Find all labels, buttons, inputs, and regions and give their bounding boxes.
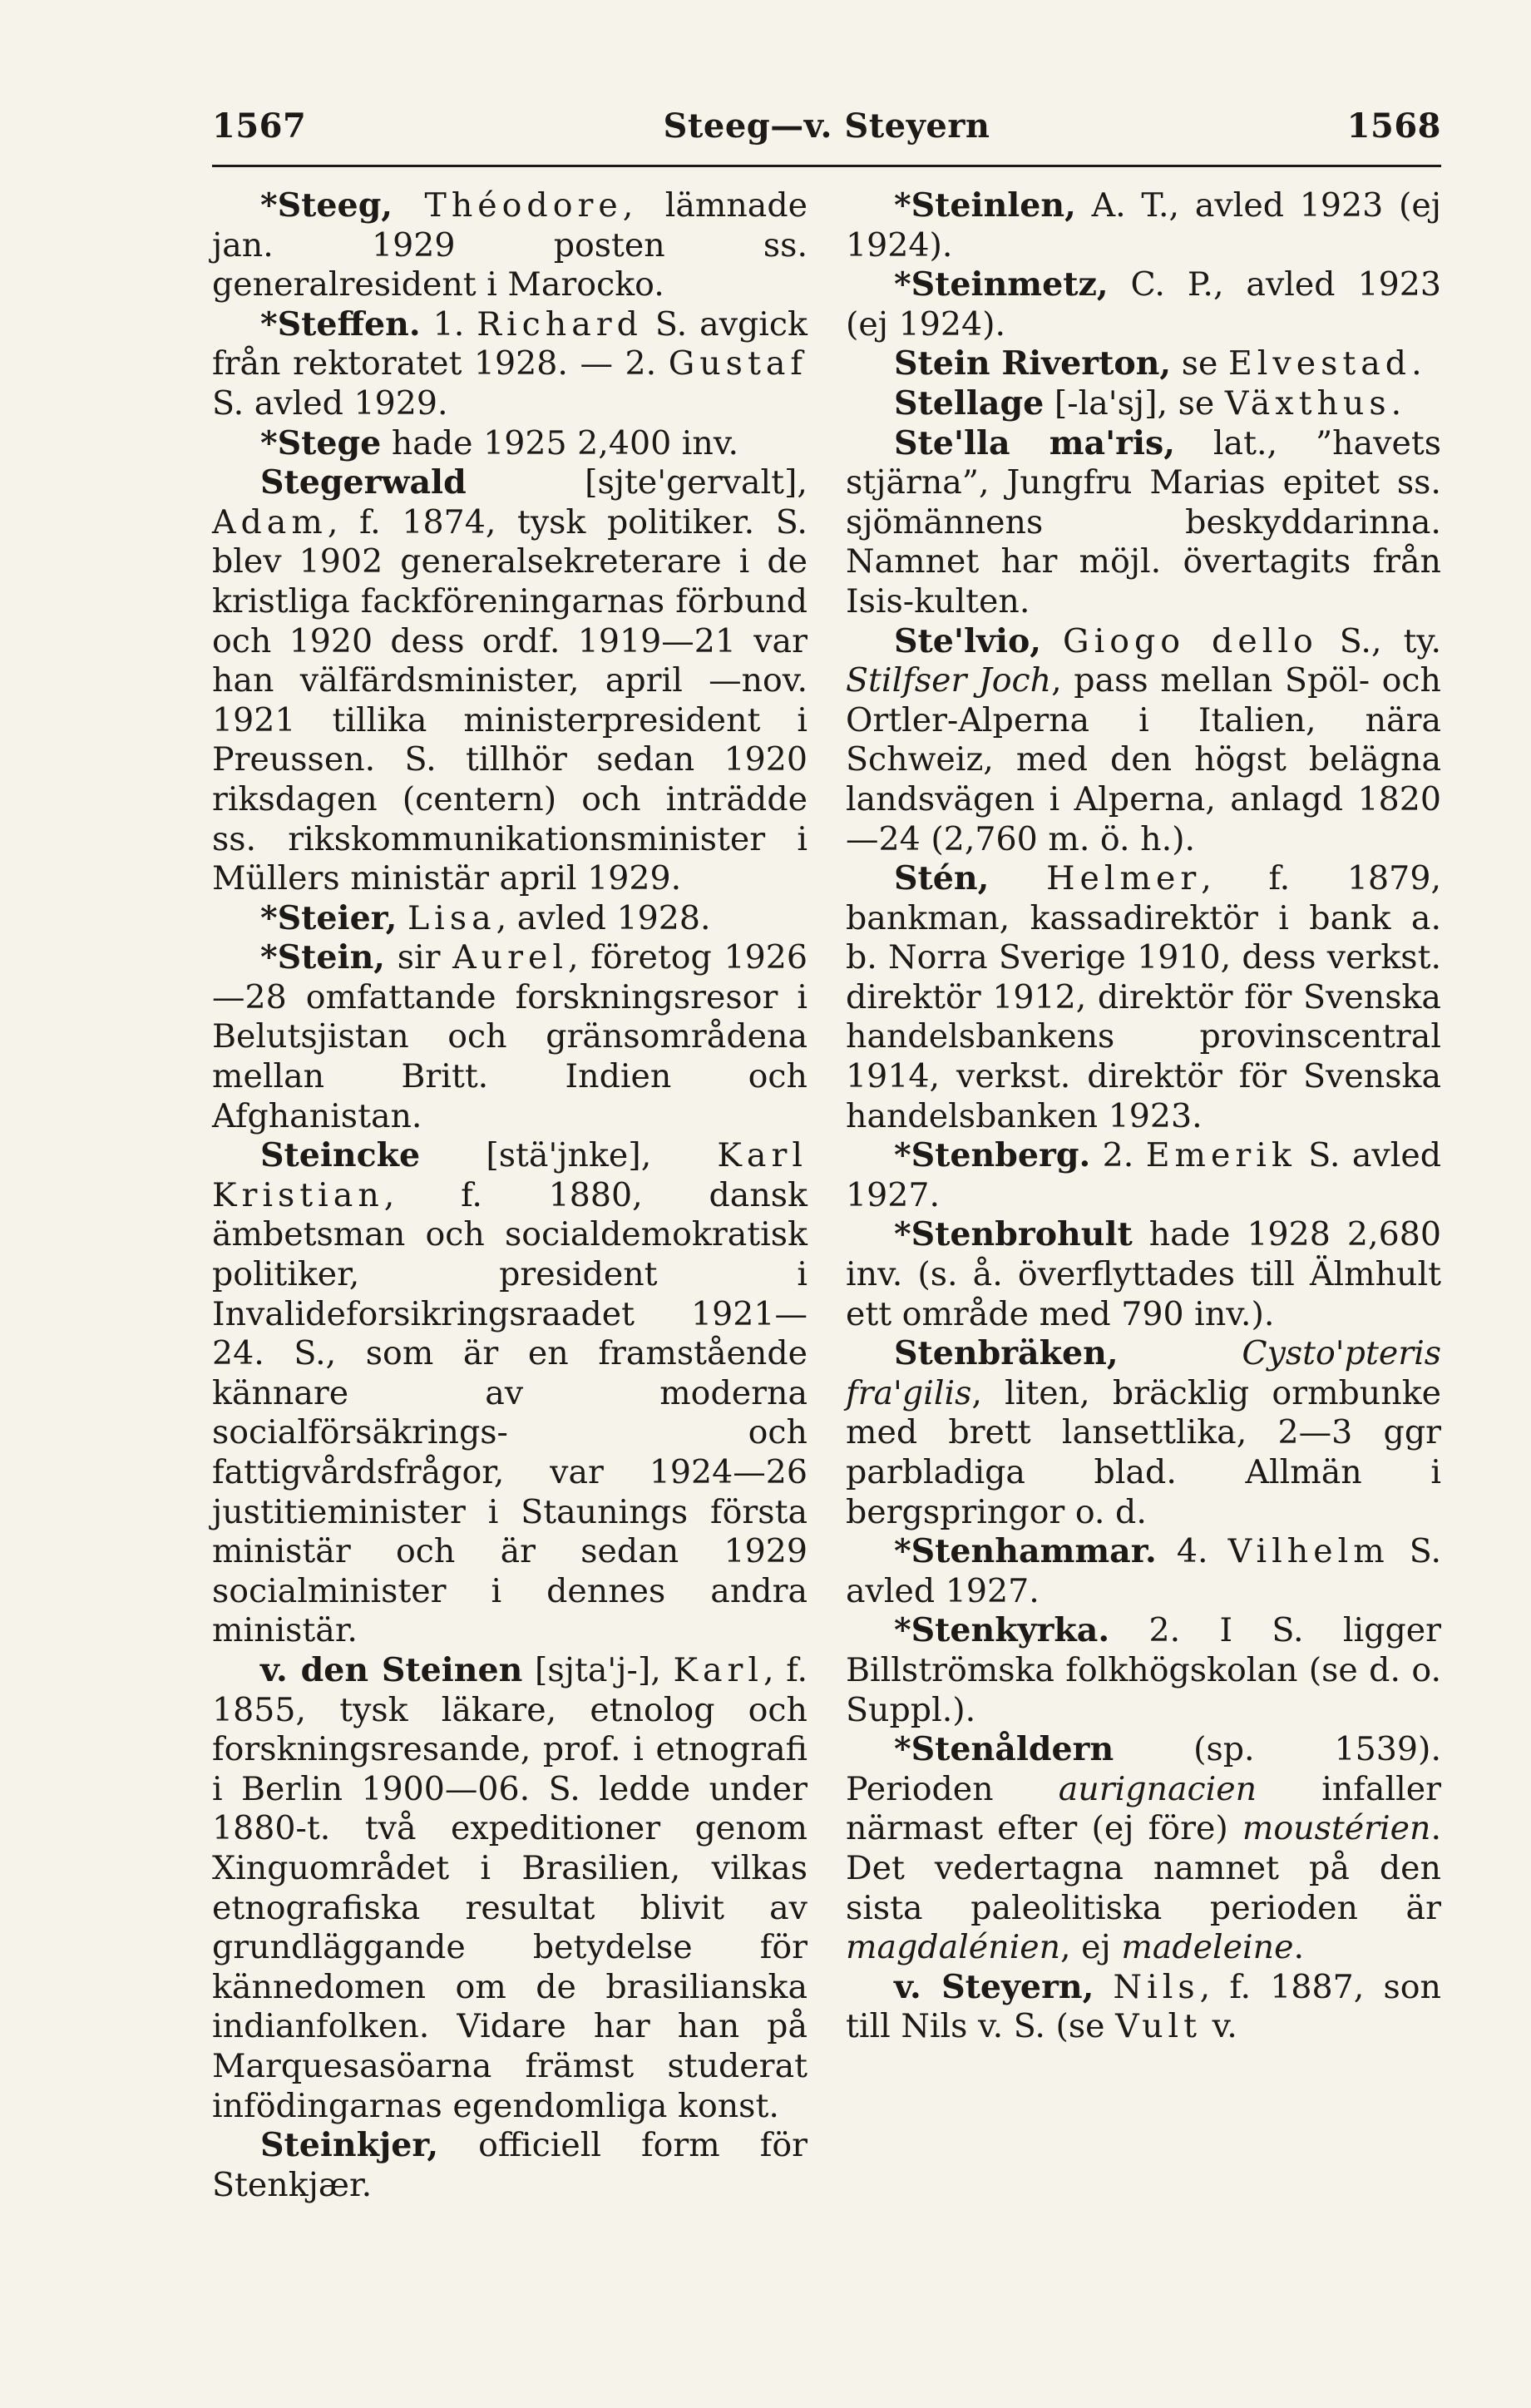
running-title: Steeg—v. Steyern [663, 106, 990, 146]
entry-stenbrohult: *Stenbrohult hade 1928 2,680 inv. (s. å. överflyttades till Älmhult ett område med 790 inv.). [846, 1215, 1441, 1333]
entry-stenberg: *Stenberg. 2. Emerik S. avled 1927. [846, 1136, 1441, 1214]
entry-v-den-steinen: v. den Steinen [sjta'j-], Karl, f. 1855, tysk läkare, etnolog och forskningsresande, prof. i etnografi i Berlin 1900—06. S. ledde under 1880-t. två expeditioner genom Xinguområdet i Brasilien, vilkas etnografiska resultat blivit av grundläggande betydelse för kännedomen om de brasilianska indianfolken. Vidare har han på Marquesasöarna främst studerat infödingarnas egendomliga konst. [212, 1650, 808, 2125]
entry-stellage: Stellage [-la'sj], se Växthus. [894, 383, 1402, 423]
entry-sten: Stén, Helmer, f. 1879, bankman, kassadirektör i bank a. b. Norra Sverige 1910, dess verkst. direktör 1912, direktör för Svenska handelsbankens provinscentral 1914, verkst. direktör för Svenska handelsbanken 1923. [846, 859, 1441, 1135]
entry-stelvio: Ste'lvio, Giogo dello S., ty. Stilfser Joch, pass mellan Spöl- och Ortler-Alperna i Italien, nära Schweiz, med den högst belägna landsvägen i Alperna, anlagd 1820—24 (2,760 m. ö. h.). [846, 621, 1441, 858]
entry-stein: *Stein, sir Aurel, företog 1926—28 omfattande forskningsresor i Belutsjistan och gränsområdena mellan Britt. Indien och Afghanistan. [212, 938, 807, 1135]
entry-steinmetz: *Steinmetz, C. P., avled 1923 (ej 1924). [846, 265, 1441, 344]
entry-steincke: Steincke [stä'jnke], Karl Kristian, f. 1880, dansk ämbetsman och socialdemokratisk politiker, president i Invalideforsikringsraadet 1921—24. S., som är en framstående kännare av moderna socialförsäkrings- och fattigvårdsfrågor, var 1924—26 justitieminister i Staunings första ministär och är sedan 1929 socialminister i dennes andra ministär. [212, 1136, 807, 1650]
page-header [212, 101, 1441, 168]
entry-steinlen: *Steinlen, A. T., avled 1923 (ej 1924). [846, 186, 1441, 265]
entry-stenkyrka: *Stenkyrka. 2. I S. ligger Billströmska folkhögskolan (se d. o. Suppl.). [846, 1611, 1441, 1729]
entry-stege: *Stege hade 1925 2,400 inv. [260, 423, 739, 462]
right-column [846, 186, 1441, 2047]
entry-steeg: *Steeg, Théodore, lämnade jan. 1929 posten ss. generalresident i Marocko. [212, 186, 807, 304]
entry-steier: *Steier, Lisa, avled 1928. [260, 898, 711, 937]
entry-v-steyern: v. Steyern, Nils, f. 1887, son till Nils v. S. (se Vult v. [846, 1967, 1441, 2046]
page-number-left: 1567 [212, 106, 307, 146]
entry-stegerwald: Stegerwald [sjte'gervalt], Adam, f. 1874, tysk politiker. S. blev 1902 generalsekreterare i de kristliga fackföreningarnas förbund och 1920 dess ordf. 1919—21 var han välfärdsminister, april —nov. 1921 tillika ministerpresident i Preussen. S. tillhör sedan 1920 riksdagen (centern) och inträdde ss. rikskommunikationsminister i Müllers ministär april 1929. [212, 463, 807, 898]
page-number-right: 1568 [1346, 106, 1441, 146]
header-rule [212, 165, 1441, 167]
entry-stella-maris: Ste'lla ma'ris, lat., ”havets stjärna”, Jungfru Marias epitet ss. sjömännens beskyddarinna. Namnet har möjl. övertagits från Isis-kulten. [846, 423, 1441, 621]
entry-stenbraken: Stenbräken, Cysto'pteris fra'gilis, liten, bräcklig ormbunke med brett lansettlika, 2—3 ggr parbladiga blad. Allmän i bergspringor o. d. [846, 1334, 1441, 1531]
entry-stein-riverton: Stein Riverton, se Elvestad. [894, 344, 1422, 383]
entry-stenaldern: *Stenåldern (sp. 1539). Perioden aurignacien infaller närmast efter (ej före) moustérien. Det vedertagna namnet på den sista paleolitiska perioden är magdalénien, ej madeleine. [846, 1730, 1441, 1967]
left-column [212, 186, 807, 2205]
entry-stenhammar: *Stenhammar. 4. Vilhelm S. avled 1927. [846, 1532, 1441, 1610]
entry-steffen: *Steffen. 1. Richard S. avgick från rektoratet 1928. — 2. Gustaf S. avled 1929. [212, 304, 807, 423]
entry-steinkjer: Steinkjer, officiell form för Stenkjær. [212, 2126, 807, 2204]
